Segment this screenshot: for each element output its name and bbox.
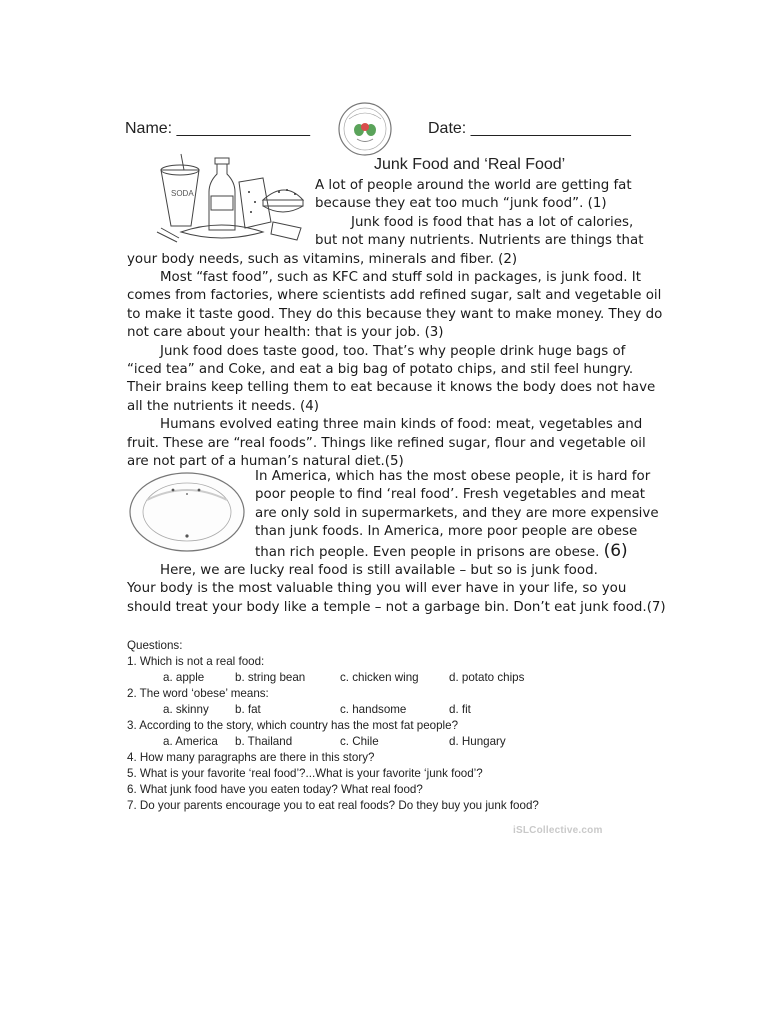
empty-plate-drawing [127, 470, 247, 554]
passage-line: are only sold in supermarkets, and they are more expensive [255, 505, 659, 521]
question-3: 3. According to the story, which country has the most fat people? [127, 719, 459, 732]
passage-line: are not part of a human’s natural diet.(5) [127, 454, 404, 469]
option-a: a. America [163, 735, 218, 748]
passage-line: Here, we are lucky real food is still available – but so is junk food. [160, 563, 598, 578]
option-c: c. Chile [340, 735, 379, 748]
option-d: d. fit [449, 703, 471, 716]
passage-line: to make it taste good. They do this because they want to make money. They do [127, 306, 663, 322]
option-b: b. fat [235, 703, 261, 716]
date-field-label: Date: __________________ [428, 120, 631, 137]
passage-line: but not many nutrients. Nutrients are things that [315, 233, 644, 249]
passage-line: Humans evolved eating three main kinds of food: meat, vegetables and [160, 417, 643, 433]
passage-line: fruit. These are “real foods”. Things like refined sugar, flour and vegetable oil [127, 435, 646, 451]
passage-line: your body needs, such as vitamins, minerals and fiber. (2) [127, 251, 518, 267]
passage-line: Junk food is food that has a lot of calories, [351, 214, 634, 230]
passage-line: “iced tea” and Coke, and eat a big bag of potato chips, and stil feel hungry. [127, 362, 634, 377]
page-title: Junk Food and ‘Real Food’ [374, 156, 566, 173]
passage-line: In America, which has the most obese people, it is hard for [255, 469, 651, 484]
option-b: b. Thailand [235, 735, 293, 748]
svg-text:SODA: SODA [171, 189, 194, 198]
option-b: b. string bean [235, 671, 306, 684]
question-7: 7. Do your parents encourage you to eat real foods? Do they buy you junk food? [127, 799, 539, 812]
passage-line: Your body is the most valuable thing you will ever have in your life, so you [127, 581, 627, 597]
question-3-options [0, 734, 768, 750]
option-d: d. potato chips [449, 671, 525, 684]
junk-food-drawing [151, 152, 309, 244]
option-c: c. handsome [340, 703, 407, 716]
passage-line [255, 542, 628, 562]
watermark: iSLCollective.com [513, 825, 603, 836]
passage-line: A lot of people around the world are getting fat [315, 178, 632, 193]
questions-heading: Questions: [127, 639, 183, 652]
question-5: 5. What is your favorite ‘real food’?...What is your favorite ‘junk food’? [127, 767, 483, 780]
passage-line: because they eat too much “junk food”. (1) [315, 196, 607, 212]
option-d: d. Hungary [449, 735, 506, 748]
option-a: a. apple [163, 671, 205, 684]
passage-line: Their brains keep telling them to eat because it knows the body does not have [127, 380, 656, 396]
question-1: 1. Which is not a real food: [127, 655, 265, 668]
question-4: 4. How many paragraphs are there in this story? [127, 751, 375, 764]
passage-line: not care about your health: that is your job. (3) [127, 325, 444, 341]
question-2: 2. The word ‘obese’ means: [127, 687, 269, 700]
passage-line-text: than rich people. Even people in prisons are obese. [255, 545, 600, 560]
question-2-options [0, 702, 768, 718]
passage-line: comes from factories, where scientists add refined sugar, salt and vegetable oil [127, 288, 662, 304]
passage-line: all the nutrients it needs. (4) [127, 398, 319, 414]
school-seal-icon [337, 101, 393, 157]
question-6: 6. What junk food have you eaten today? What real food? [127, 783, 423, 796]
question-1-options [0, 670, 768, 686]
paragraph-number: (6) [603, 541, 628, 561]
option-a: a. skinny [163, 703, 209, 716]
passage-line: than junk foods. In America, more poor people are obese [255, 524, 638, 540]
passage-line: Junk food does taste good, too. That’s why people drink huge bags of [160, 343, 626, 359]
option-c: c. chicken wing [340, 671, 419, 684]
name-field-label: Name: _______________ [125, 120, 311, 137]
passage-line: should treat your body like a temple – not a garbage bin. Don’t eat junk food.(7) [127, 599, 666, 615]
passage-line: poor people to find ‘real food’. Fresh vegetables and meat [255, 487, 646, 503]
passage-line: Most “fast food”, such as KFC and stuff sold in packages, is junk food. It [160, 270, 641, 285]
